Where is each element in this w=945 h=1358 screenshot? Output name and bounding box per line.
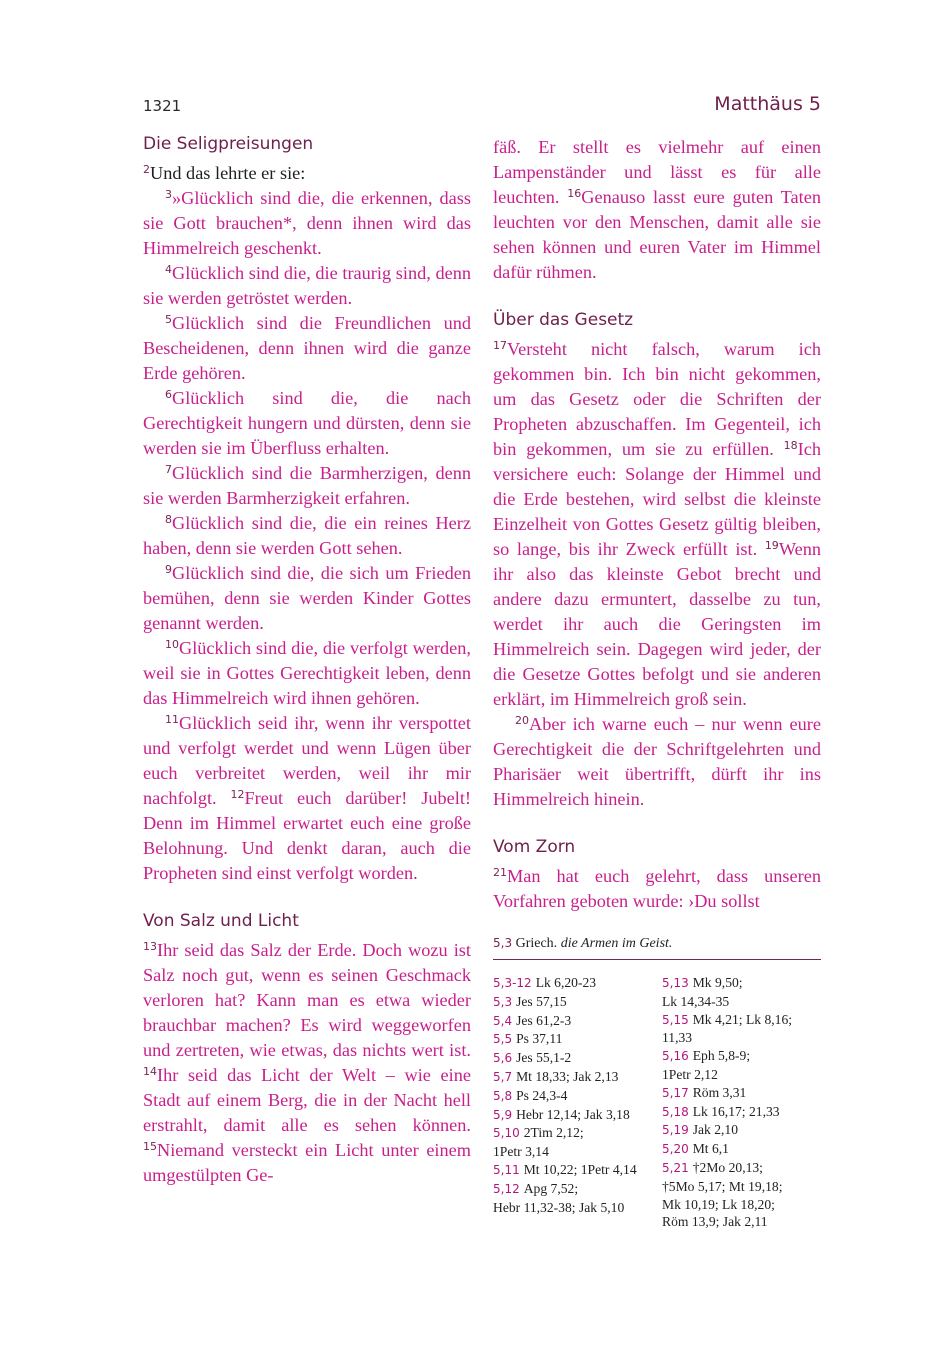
section-heading-gesetz: Über das Gesetz bbox=[493, 310, 634, 330]
verse-text: Glücklich sind die, die verfolgt werden, weil sie in Gottes Gerechtigkeit leben, denn das Himmelreich wird ihnen gehören. bbox=[143, 638, 471, 708]
verse-paragraph-20 bbox=[493, 712, 821, 812]
cross-reference-target: Mt 10,22; 1Petr 4,14 bbox=[523, 1161, 637, 1177]
verse-paragraph-11-12 bbox=[143, 711, 471, 886]
cross-reference-verse: 5,21 bbox=[662, 1160, 689, 1175]
cross-reference-target: Röm 13,9; Jak 2,11 bbox=[662, 1214, 768, 1230]
cross-reference-verse: 5,18 bbox=[662, 1104, 689, 1119]
cross-reference-line bbox=[662, 1178, 822, 1196]
verse-number: 21 bbox=[493, 866, 507, 879]
cross-reference-line bbox=[493, 974, 658, 993]
cross-reference-target: Mt 18,33; Jak 2,13 bbox=[516, 1068, 619, 1084]
cross-reference-target: 11,33 bbox=[662, 1030, 693, 1046]
cross-reference-verse: 5,4 bbox=[493, 1013, 513, 1028]
cross-reference-line bbox=[493, 1161, 658, 1180]
cross-reference-verse: 5,8 bbox=[493, 1088, 513, 1103]
cross-reference-target: Ps 24,3-4 bbox=[516, 1087, 568, 1103]
verse-text: Ihr seid das Salz der Erde. Doch wozu ist Salz noch gut, wenn es seinen Geschmack verloren hat? Kann man es etwa wieder brauchbar machen? Es wird weggeworfen und zertreten, wie etwas, das nichts wert ist. bbox=[143, 940, 471, 1060]
cross-reference-line bbox=[493, 1068, 658, 1087]
verse-text: Genauso lasst eure guten Taten leuchten vor den Menschen, damit alle sie sehen können und euren Vater im Himmel dafür rühmen. bbox=[493, 187, 821, 282]
cross-reference-target: Lk 16,17; 21,33 bbox=[692, 1103, 780, 1119]
verse-text: Glücklich sind die, die ein reines Herz haben, denn sie werden Gott sehen. bbox=[143, 513, 471, 558]
verse-paragraph-15-16 bbox=[493, 135, 821, 285]
cross-reference-target: Mk 9,50; bbox=[692, 975, 743, 990]
cross-reference-verse: 5,17 bbox=[662, 1085, 689, 1100]
verse-number: 12 bbox=[230, 788, 245, 801]
cross-reference-target: Jes 61,2-3 bbox=[516, 1012, 572, 1028]
cross-reference-target: Mt 6,1 bbox=[692, 1141, 729, 1157]
verse-number: 11 bbox=[165, 713, 179, 726]
verse-number: 2 bbox=[143, 163, 150, 176]
verse-text: Aber ich warne euch – nur wenn eure Gerechtigkeit die der Schriftgelehrten und Pharisäer weit übertrifft, dürft ihr ins Himmelreich hinein. bbox=[493, 714, 821, 809]
cross-reference-target: 1Petr 3,14 bbox=[493, 1144, 549, 1160]
verse-number: 5 bbox=[165, 313, 172, 326]
verse-paragraph-2 bbox=[143, 161, 471, 186]
cross-reference-line bbox=[662, 1011, 822, 1030]
verse-text: Freut euch darüber! Jubelt! Denn im Himmel erwartet euch eine große Belohnung. Und denkt daran, auch die Propheten sind einst verfolgt worden. bbox=[143, 788, 471, 883]
cross-reference-target: Hebr 11,32-38; Jak 5,10 bbox=[493, 1199, 625, 1215]
footnote bbox=[493, 934, 821, 953]
cross-reference-verse: 5,11 bbox=[493, 1162, 520, 1177]
verse-text: Ihr seid das Licht der Welt – wie eine Stadt auf einem Berg, die in der Nacht hell erstrahlt, damit alle es sehen können. bbox=[143, 1065, 471, 1135]
verse-text: Glücklich seid ihr, wenn ihr verspottet und verfolgt werdet und wenn Lügen über euch verbreitet werden, weil ihr mir nachfolgt. bbox=[143, 713, 471, 808]
verse-paragraph-7 bbox=[143, 461, 471, 511]
cross-reference-target: Apg 7,52; bbox=[523, 1180, 579, 1196]
cross-reference-line bbox=[662, 974, 822, 993]
cross-reference-verse: 5,3 bbox=[493, 994, 513, 1009]
cross-reference-line bbox=[493, 1049, 658, 1068]
cross-reference-verse: 5,15 bbox=[662, 1012, 689, 1027]
cross-reference-verse: 5,16 bbox=[662, 1049, 689, 1064]
verse-paragraph-9 bbox=[143, 561, 471, 636]
verse-paragraph-3 bbox=[143, 186, 471, 261]
cross-reference-verse: 5,9 bbox=[493, 1107, 513, 1122]
verse-number: 18 bbox=[783, 439, 798, 452]
cross-reference-target: Röm 3,31 bbox=[692, 1084, 747, 1100]
cross-references-column-2 bbox=[662, 974, 822, 1231]
verse-paragraph-5 bbox=[143, 311, 471, 386]
cross-reference-target: Mk 4,21; Lk 8,16; bbox=[692, 1011, 793, 1027]
cross-reference-target: †2Mo 20,13; bbox=[692, 1159, 763, 1175]
cross-reference-line bbox=[493, 1087, 658, 1106]
verse-text: Ich versichere euch: Solange der Himmel und die Erde bestehen, wird selbst die kleinste Einzelheit von Gottes Gesetz gültig bleiben, so lange, bis ihr Zweck erfüllt ist. bbox=[493, 439, 821, 559]
cross-reference-target: Lk 6,20-23 bbox=[535, 975, 597, 990]
cross-reference-target: Eph 5,8-9; bbox=[692, 1048, 751, 1064]
verse-number: 6 bbox=[165, 388, 172, 401]
cross-reference-verse: 5,3-12 bbox=[493, 976, 532, 990]
cross-reference-verse: 5,7 bbox=[493, 1069, 513, 1084]
verse-number: 10 bbox=[165, 638, 179, 651]
verse-paragraph-4 bbox=[143, 261, 471, 311]
verse-number: 3 bbox=[165, 188, 172, 201]
cross-reference-target: †5Mo 5,17; Mt 19,18; bbox=[662, 1178, 783, 1194]
footnote-italic-text: die Armen im Geist. bbox=[560, 936, 673, 951]
verse-number: 9 bbox=[165, 563, 172, 576]
page-number: 1321 bbox=[143, 97, 182, 115]
verse-paragraph-8 bbox=[143, 511, 471, 561]
cross-references-column-1 bbox=[493, 974, 658, 1216]
cross-reference-line bbox=[662, 1029, 822, 1047]
verse-paragraph-13-15 bbox=[143, 938, 471, 1188]
cross-reference-target: Mk 10,19; Lk 18,20; bbox=[662, 1196, 775, 1212]
cross-reference-line bbox=[493, 1199, 658, 1217]
cross-reference-verse: 5,6 bbox=[493, 1051, 513, 1066]
running-head-book-title: Matthäus 5 bbox=[714, 93, 821, 115]
cross-reference-target: Lk 14,34-35 bbox=[662, 993, 730, 1009]
cross-reference-line bbox=[493, 1124, 658, 1143]
cross-reference-line bbox=[662, 1066, 822, 1084]
cross-reference-line bbox=[493, 1106, 658, 1125]
verse-paragraph-10 bbox=[143, 636, 471, 711]
cross-reference-line bbox=[493, 1180, 658, 1199]
verse-text: Glücklich sind die, die traurig sind, denn sie werden getröstet werden. bbox=[143, 263, 471, 308]
cross-reference-verse: 5,13 bbox=[662, 976, 689, 990]
cross-reference-target: Jes 55,1-2 bbox=[516, 1050, 572, 1066]
cross-reference-line bbox=[662, 1121, 822, 1140]
section-heading-seligpreisungen: Die Seligpreisungen bbox=[143, 134, 314, 154]
cross-reference-line bbox=[662, 993, 822, 1011]
cross-reference-target: 2Tim 2,12; bbox=[523, 1125, 584, 1141]
verse-number: 20 bbox=[515, 714, 529, 727]
verse-paragraph-21 bbox=[493, 864, 821, 914]
cross-reference-line bbox=[662, 1084, 822, 1103]
cross-reference-target: Jak 2,10 bbox=[692, 1122, 739, 1138]
cross-reference-line bbox=[493, 993, 658, 1012]
verse-paragraph-17-19 bbox=[493, 337, 821, 712]
cross-reference-line bbox=[493, 1012, 658, 1031]
right-column bbox=[493, 131, 821, 914]
verse-text: Niemand versteckt ein Licht unter einem umgestülpten Ge- bbox=[143, 1140, 471, 1185]
cross-reference-line bbox=[662, 1140, 822, 1159]
footnote-ref: 5,3 bbox=[493, 936, 513, 950]
verse-number: 17 bbox=[493, 339, 507, 352]
cross-reference-target: 1Petr 2,12 bbox=[662, 1066, 718, 1082]
verse-text: Versteht nicht falsch, warum ich gekommen bin. Ich bin nicht gekommen, um das Gesetz oder die Schriften der Propheten abzuschaffen. Im Gegenteil, ich bin gekommen, um sie zu erfüllen. bbox=[493, 339, 821, 459]
verse-number: 13 bbox=[143, 940, 157, 953]
verse-number: 16 bbox=[567, 187, 582, 200]
cross-reference-line bbox=[662, 1196, 822, 1214]
cross-reference-target: Jes 57,15 bbox=[516, 993, 567, 1009]
verse-number: 8 bbox=[165, 513, 172, 526]
verse-number: 15 bbox=[143, 1140, 157, 1153]
verse-text: »Glücklich sind die, die erkennen, dass sie Gott brauchen*, denn ihnen wird das Himmelreich geschenkt. bbox=[143, 188, 471, 258]
verse-text: Man hat euch gelehrt, dass unseren Vorfahren geboten wurde: ›Du sollst bbox=[493, 866, 821, 911]
verse-text: Glücklich sind die, die sich um Frieden bemühen, denn sie werden Kinder Gottes genannt werden. bbox=[143, 563, 471, 633]
verse-text: fäß. Er stellt es vielmehr auf einen Lampenständer und lässt es für alle leuchten. bbox=[493, 137, 821, 207]
verse-paragraph-6 bbox=[143, 386, 471, 461]
verse-number: 14 bbox=[143, 1065, 157, 1078]
verse-text: Wenn ihr also das kleinste Gebot brecht und andere dazu ermuntert, dasselbe zu tun, werdet ihr auch die Geringsten im Himmelreich sein. Dagegen wird jeder, der die Gesetze Gottes befolgt und sie anderen erklärt, im Himmelreich groß sein. bbox=[493, 539, 821, 709]
cross-reference-line bbox=[493, 1030, 658, 1049]
verse-text: Glücklich sind die Freundlichen und Bescheidenen, denn ihnen wird die ganze Erde gehören. bbox=[143, 313, 471, 383]
cross-reference-line bbox=[662, 1047, 822, 1066]
cross-reference-line bbox=[662, 1213, 822, 1231]
verse-text: Glücklich sind die Barmherzigen, denn sie werden Barmherzigkeit erfahren. bbox=[143, 463, 471, 508]
cross-reference-line bbox=[662, 1103, 822, 1122]
verse-number: 7 bbox=[165, 463, 172, 476]
section-heading-zorn: Vom Zorn bbox=[493, 837, 576, 857]
verse-text: Glücklich sind die, die nach Gerechtigkeit hungern und dürsten, denn sie werden sie im Überfluss erhalten. bbox=[143, 388, 471, 458]
verse-number: 4 bbox=[165, 263, 172, 276]
cross-reference-verse: 5,5 bbox=[493, 1032, 513, 1047]
cross-reference-line bbox=[493, 1143, 658, 1161]
cross-reference-line bbox=[662, 1159, 822, 1178]
verse-text: Und das lehrte er sie: bbox=[150, 163, 306, 183]
section-heading-salz-und-licht: Von Salz und Licht bbox=[143, 911, 299, 931]
cross-reference-target: Hebr 12,14; Jak 3,18 bbox=[516, 1106, 630, 1122]
cross-reference-verse: 5,19 bbox=[662, 1123, 689, 1138]
left-column bbox=[143, 131, 471, 1188]
cross-reference-verse: 5,12 bbox=[493, 1181, 520, 1196]
cross-reference-target: Ps 37,11 bbox=[516, 1031, 563, 1047]
footnote-divider bbox=[493, 959, 821, 960]
footnote-text: Griech. bbox=[515, 936, 561, 951]
cross-reference-verse: 5,10 bbox=[493, 1126, 520, 1141]
verse-number: 19 bbox=[764, 539, 779, 552]
cross-reference-verse: 5,20 bbox=[662, 1142, 689, 1157]
